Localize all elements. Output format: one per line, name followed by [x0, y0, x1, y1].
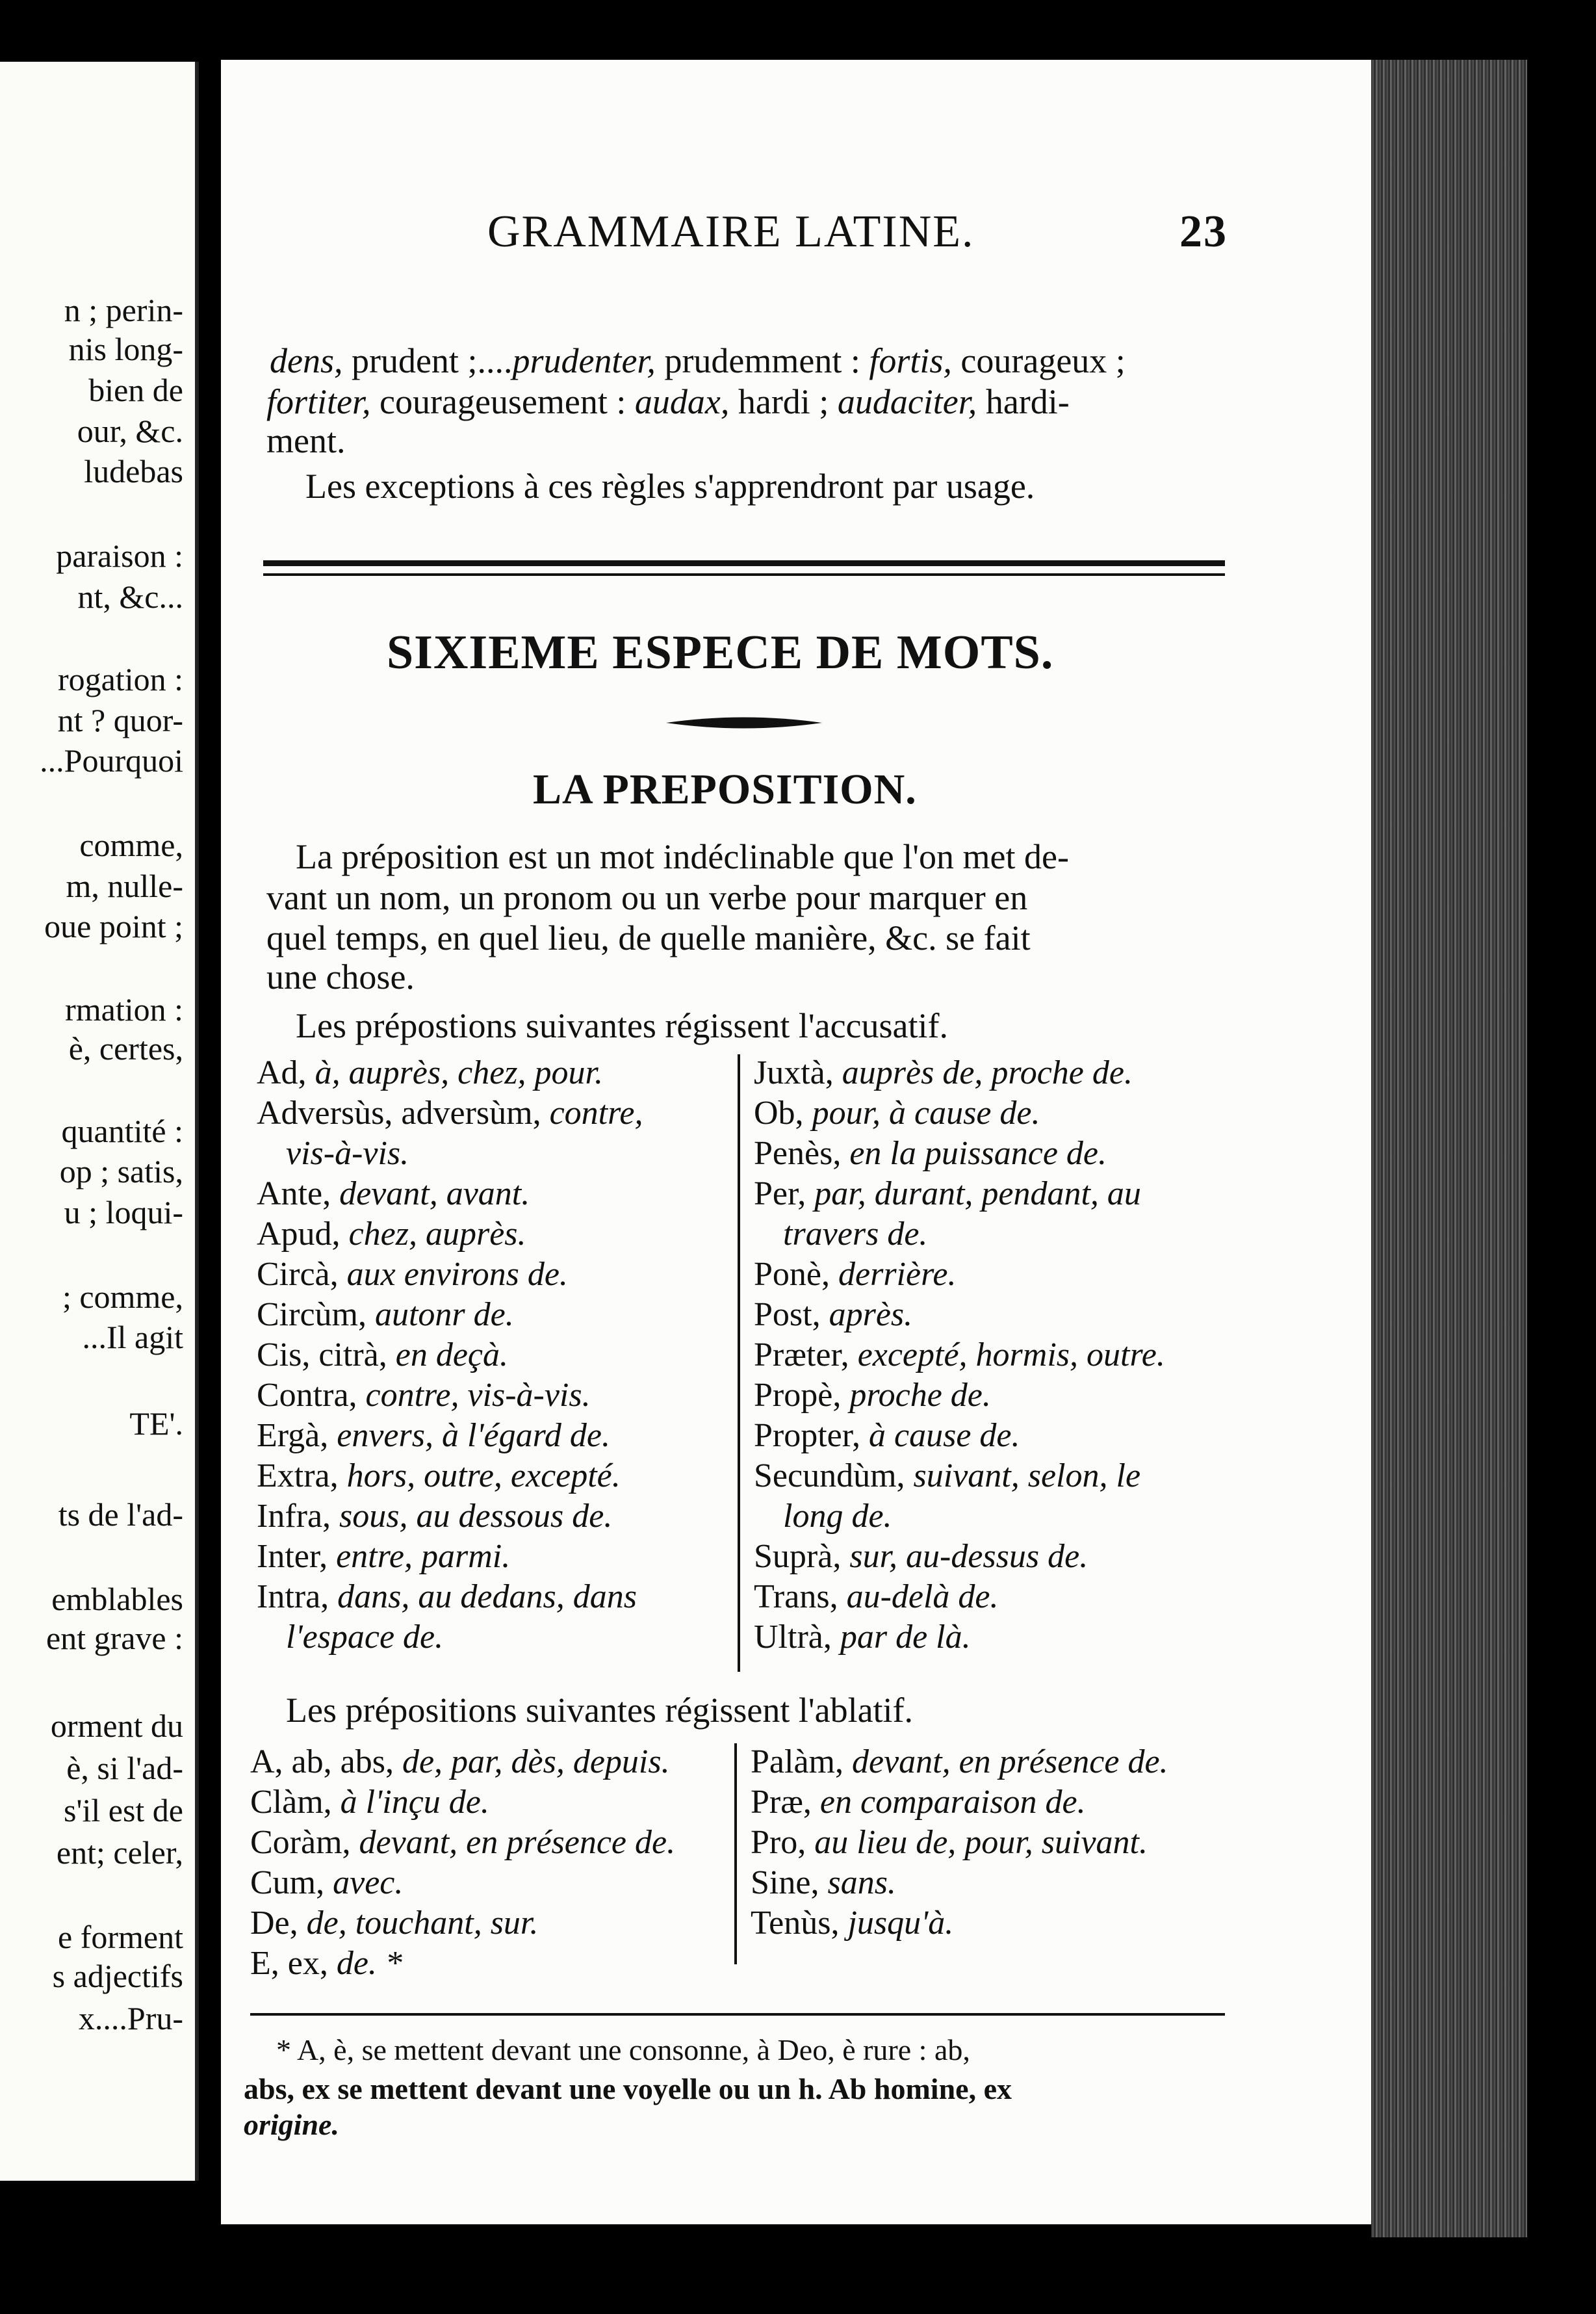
left-page-line: nis long- — [68, 331, 183, 367]
accusative-column-divider — [738, 1054, 740, 1672]
prep-row: E, ex, de. * — [250, 1945, 402, 1982]
prep-row: Ante, devant, avant. — [257, 1175, 530, 1212]
definition-line-4: une chose. — [266, 957, 415, 996]
left-page-line: oue point ; — [44, 908, 183, 944]
left-page-line: s adjectifs — [52, 1958, 183, 1994]
prep-row: Secundùm, suivant, selon, le — [754, 1457, 1141, 1494]
prep-row: Juxtà, auprès de, proche de. — [754, 1054, 1133, 1091]
left-page-line: nt ? quor- — [57, 702, 183, 738]
prep-row: Contra, contre, vis-à-vis. — [257, 1377, 591, 1414]
left-page-line: paraison : — [56, 538, 183, 574]
accusative-left-column — [257, 1053, 643, 1658]
prep-row: Infra, sous, au dessous de. — [257, 1498, 613, 1535]
footnote-line-1: * A, è, se mettent devant une consonne, à Deo, è rure : ab, — [276, 2033, 970, 2066]
prep-row: Extra, hors, outre, excepté. — [257, 1457, 621, 1494]
left-page-line: n ; perin- — [64, 292, 183, 328]
left-page-line: ent grave : — [45, 1620, 183, 1656]
ablative-left-column — [250, 1742, 675, 1984]
prep-row: Cum, avec. — [250, 1864, 404, 1901]
left-page-line: emblables — [51, 1581, 183, 1617]
left-page-line: TE'. — [129, 1405, 183, 1442]
left-page-line: s'il est de — [64, 1792, 183, 1828]
prep-row: Ultrà, par de là. — [754, 1618, 971, 1656]
left-page-line: è, certes, — [68, 1030, 183, 1067]
left-page-line: ...Pourquoi — [40, 742, 183, 779]
section-rule-thick — [263, 560, 1225, 566]
prep-row: Tenùs, jusqu'à. — [751, 1904, 954, 1942]
left-page-line: ts de l'ad- — [58, 1496, 183, 1533]
left-page-line: rmation : — [65, 991, 183, 1028]
left-page-line: ent; celer, — [56, 1834, 183, 1871]
left-page-line: m, nulle- — [66, 868, 183, 904]
ablative-column-divider — [734, 1743, 737, 1964]
prep-row: Ponè, derrière. — [754, 1256, 957, 1293]
page-edges — [1371, 60, 1527, 2237]
running-header: GRAMMAIRE LATINE. — [487, 207, 975, 257]
subsection-title: LA PREPOSITION. — [533, 766, 917, 813]
section-title: SIXIEME ESPECE DE MOTS. — [387, 626, 1054, 679]
prep-row: Pro, au lieu de, pour, suivant. — [751, 1824, 1148, 1861]
section-rule-thin — [263, 573, 1225, 576]
prep-row: Propter, à cause de. — [754, 1417, 1020, 1454]
intro-line-3: ment. — [266, 421, 346, 460]
prep-row: Clàm, à l'inçu de. — [250, 1784, 489, 1821]
left-page-line: ; comme, — [62, 1279, 183, 1315]
prep-row: Post, après. — [754, 1296, 913, 1333]
prep-row: Propè, proche de. — [754, 1377, 991, 1414]
prep-row: Intra, dans, au dedans, dans — [257, 1578, 637, 1615]
prep-row: Præter, excepté, hormis, outre. — [754, 1336, 1165, 1373]
prep-row: Per, par, durant, pendant, au — [754, 1175, 1141, 1212]
left-page-line: ludebas — [84, 453, 183, 489]
prep-row: Trans, au-delà de. — [754, 1578, 999, 1615]
left-page-line: ...Il agit — [82, 1319, 183, 1355]
definition-line-1: La préposition est un mot indéclinable que l'on met de- — [296, 837, 1069, 876]
exceptions-line: Les exceptions à ces règles s'apprendront par usage. — [305, 467, 1035, 506]
left-page-line: orment du — [50, 1708, 183, 1744]
prep-row: Inter, entre, parmi. — [257, 1538, 511, 1575]
left-page-line: rogation : — [57, 661, 183, 697]
book-page — [221, 60, 1371, 2224]
left-page-line: è, si l'ad- — [66, 1750, 183, 1786]
left-page-line: e forment — [58, 1919, 183, 1955]
left-page-line: nt, &c... — [77, 578, 183, 615]
left-page-line: u ; loqui- — [64, 1194, 183, 1230]
accusative-right-column — [754, 1053, 1165, 1658]
ablative-right-column — [751, 1742, 1168, 1944]
prep-row: Ad, à, auprès, chez, pour. — [257, 1054, 603, 1091]
left-page-line: quantité : — [61, 1113, 183, 1149]
left-page-line: comme, — [79, 827, 183, 863]
footnote-rule — [250, 2013, 1225, 2016]
prep-row: Apud, chez, auprès. — [257, 1216, 526, 1253]
prep-row: Suprà, sur, au-dessus de. — [754, 1538, 1088, 1575]
prep-row: Circùm, autonr de. — [257, 1296, 514, 1333]
prep-row: Adversùs, adversùm, contre, — [257, 1095, 643, 1132]
prep-row: De, de, touchant, sur. — [250, 1904, 539, 1942]
prep-row: vis-à-vis. — [286, 1135, 409, 1172]
definition-line-3: quel temps, en quel lieu, de quelle manière, &c. se fait — [266, 918, 1031, 957]
prep-row: Palàm, devant, en présence de. — [751, 1743, 1168, 1780]
left-page-line: op ; satis, — [59, 1153, 183, 1190]
accusative-heading: Les prépostions suivantes régissent l'accusatif. — [296, 1006, 948, 1045]
prep-row: l'espace de. — [286, 1618, 444, 1656]
prep-row: Coràm, devant, en présence de. — [250, 1824, 676, 1861]
prep-row: Cis, citrà, en deçà. — [257, 1336, 508, 1373]
left-page-line: our, &c. — [77, 413, 183, 449]
definition-line-2: vant un nom, un pronom ou un verbe pour marquer en — [266, 878, 1028, 917]
prep-row: long de. — [783, 1498, 892, 1535]
left-page-line: x....Pru- — [78, 2000, 183, 2036]
footnote-line-2: abs, ex se mettent devant une voyelle ou un h. Ab homine, ex — [244, 2072, 1012, 2105]
prep-row: Ob, pour, à cause de. — [754, 1095, 1040, 1132]
prep-row: Præ, en comparaison de. — [751, 1784, 1086, 1821]
intro-line-2: fortiter, courageusement : audax, hardi ; audaciter, hardi- — [266, 382, 1070, 421]
footnote-line-3: origine. — [244, 2108, 339, 2141]
ablative-heading: Les prépositions suivantes régissent l'ablatif. — [286, 1691, 914, 1730]
prep-row: Ergà, envers, à l'égard de. — [257, 1417, 610, 1454]
prep-row: Circà, aux environs de. — [257, 1256, 568, 1293]
left-page-line: bien de — [88, 372, 183, 408]
intro-line-1: dens, prudent ;....prudenter, prudemment : fortis, courageux ; — [270, 341, 1126, 380]
prep-row: Penès, en la puissance de. — [754, 1135, 1107, 1172]
page-number: 23 — [1179, 207, 1228, 257]
prep-row: A, ab, abs, de, par, dès, depuis. — [250, 1743, 670, 1780]
background-edge — [1527, 60, 1596, 2314]
ornament-rule — [666, 713, 822, 733]
prep-row: Sine, sans. — [751, 1864, 896, 1901]
previous-page-strip — [0, 62, 199, 2181]
prep-row: travers de. — [783, 1216, 928, 1253]
